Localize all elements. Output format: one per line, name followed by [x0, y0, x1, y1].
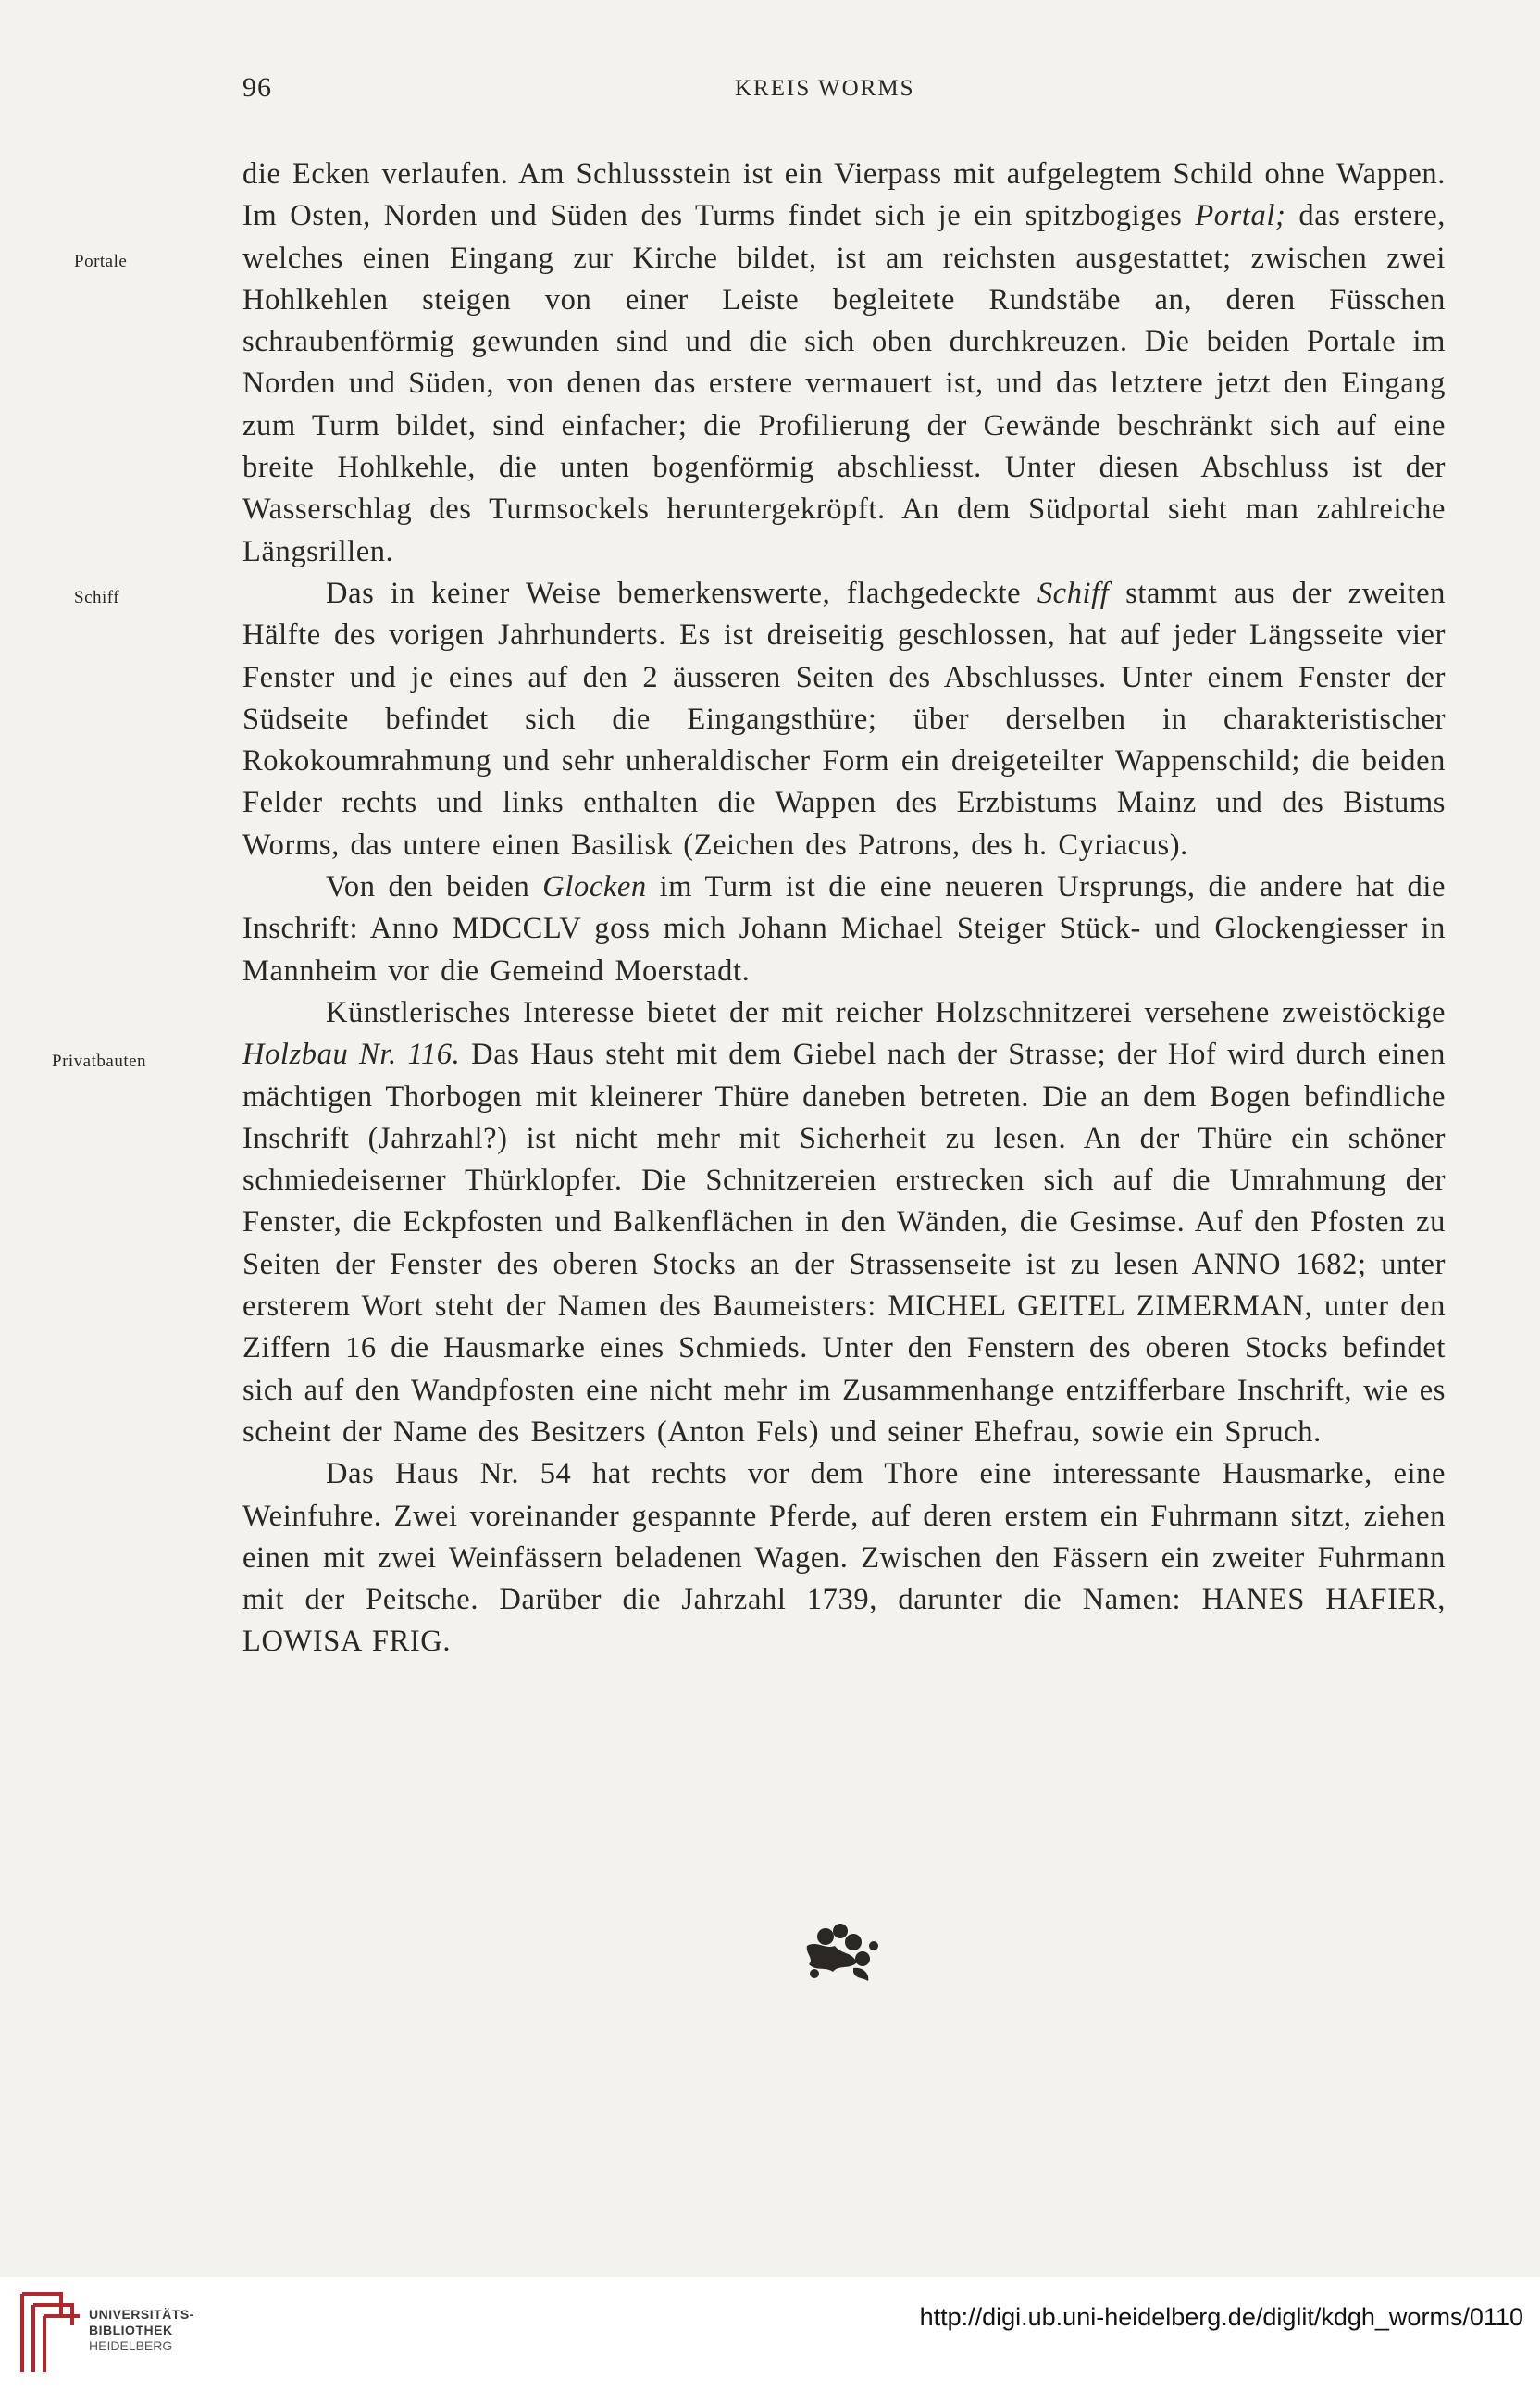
library-footer [0, 2277, 1540, 2392]
paragraph-holzbau [242, 992, 1446, 1453]
paragraph-schiff [242, 573, 1446, 866]
margin-note-portale: Portale [74, 252, 128, 271]
emphasis-holzbau: Holzbau Nr. 116. [242, 1038, 461, 1072]
margin-note-privatbauten: Privatbauten [52, 1052, 147, 1071]
paragraph-text: Künstlerisches Interesse bietet der mit reicher Holzschnitzerei versehene zweistöckige [326, 995, 1446, 1029]
paragraph-text: Von den beiden [326, 870, 543, 904]
library-name-line1: UNIVERSITÄTS- [89, 2307, 194, 2322]
library-name-line2: BIBLIOTHEK [89, 2323, 173, 2337]
library-name-line3: HEIDELBERG [89, 2338, 173, 2353]
paragraph-text: Das in keiner Weise bemerkenswerte, flachgedeckte [326, 576, 1037, 610]
running-title: KREIS WORMS [735, 76, 915, 101]
paragraph-text: Das Haus steht mit dem Giebel nach der Strasse; der Hof wird durch einen mächtigen Thorbogen mit kleinerer Thüre daneben betreten. Die an dem Bogen befindliche Inschrift (Jahrzahl?) ist nicht mehr mit Sicherheit zu lesen. An der Thüre ein schöner schmiedeiserner Thürklopfer. Die Schnitzereien erstrecken sich auf die Umrahmung der Fenster, die Eckpfosten und Balkenflächen in den Wänden, die Gesimse. Auf den Pfosten zu Seiten der Fenster des oberen Stocks an der Strassenseite ist zu lesen ANNO 1682; unter ersterem Wort steht der Namen des Baumeisters: MICHEL GEITEL ZIMERMAN, unter den Ziffern 16 die Hausmarke eines Schmieds. Unter den Fenstern des oberen Stocks befindet sich auf den Wandpfosten eine nicht mehr im Zusammenhange entzifferbare Inschrift, wie es scheint der Name des Besitzers (Anton Fels) und seiner Ehefrau, sowie ein Spruch. [242, 1038, 1447, 1449]
paragraph-text: stammt aus der zweiten Hälfte des vorigen Jahrhunderts. Es ist dreiseitig geschlossen, hat auf jeder Längsseite vier Fenster und je eines auf den 2 äusseren Seiten des Abschlusses. Unter einem Fenster der Südseite befindet sich die Eingangsthüre; über derselben in charakteristischer Rokokoumrahmung und sehr unheraldischer Form ein dreigeteilter Wappenschild; die beiden Felder rechts und links enthalten die Wappen des Erzbistums Mainz und des Bistums Worms, das untere einen Basilisk (Zeichen des Patrons, des h. Cyriacus). [242, 576, 1447, 862]
paragraph-portale [242, 154, 1446, 573]
page-number: 96 [242, 72, 272, 103]
paragraph-haus-54: Das Haus Nr. 54 hat rechts vor dem Thore eine interessante Hausmarke, eine Weinfuhre. Zwei voreinander gespannte Pferde, auf deren erstem ein Fuhrmann sitzt, ziehen einen mit zwei Weinfässern beladenen Wagen. Zwischen den Fässern ein zweiter Fuhrmann mit der Peitsche. Darüber die Jahrzahl 1739, darunter die Namen: HANES HAFIER, LOWISA FRIG. [242, 1457, 1446, 1659]
page-header [0, 72, 1540, 109]
emphasis-schiff: Schiff [1037, 576, 1110, 610]
margin-note-schiff: Schiff [74, 588, 120, 607]
permalink-url[interactable]: http://digi.ub.uni-heidelberg.de/diglit/kdgh_worms/0110 [919, 2303, 1523, 2331]
library-name [89, 2307, 194, 2354]
floral-ornament-icon [798, 1918, 885, 1985]
emphasis-portal: Portal; [1195, 199, 1286, 233]
emphasis-glocken: Glocken [542, 870, 647, 904]
paragraph-glocken [242, 866, 1446, 992]
body-text [242, 154, 1446, 1663]
paragraph-text: im Turm ist die eine neueren Ursprungs, die andere hat die Inschrift: Anno MDCCLV goss mich Johann Michael Steiger Stück- und Glockengiesser in Mannheim vor die Gemeind Moerstadt. [242, 870, 1446, 988]
paragraph-text: das erstere, welches einen Eingang zur Kirche bildet, ist am reichsten ausgestattet; zwischen zwei Hohlkehlen steigen von einer Leiste begleitete Rundstäbe an, deren Füsschen schraubenförmig gewunden sind und die sich oben durchkreuzen. Die beiden Portale im Norden und Süden, von denen das erstere vermauert ist, und das letztere jetzt den Eingang zum Turm bildet, sind einfacher; die Profilierung der Gewände beschränkt sich auf eine breite Hohlkehle, die unten bogenförmig abschliesst. Unter diesen Abschluss ist der Wasserschlag des Turmsockels heruntergekröpft. An dem Südportal sieht man zahlreiche Längsrillen. [242, 199, 1446, 568]
paragraph-text: die Ecken verlaufen. Am Schlussstein ist ein Vierpass mit aufgelegtem Schild ohne Wappen. Im Osten, Norden und Süden des Turms findet sich je ein spitzbogiges [242, 157, 1446, 233]
ub-heidelberg-logo-icon [15, 2286, 81, 2379]
